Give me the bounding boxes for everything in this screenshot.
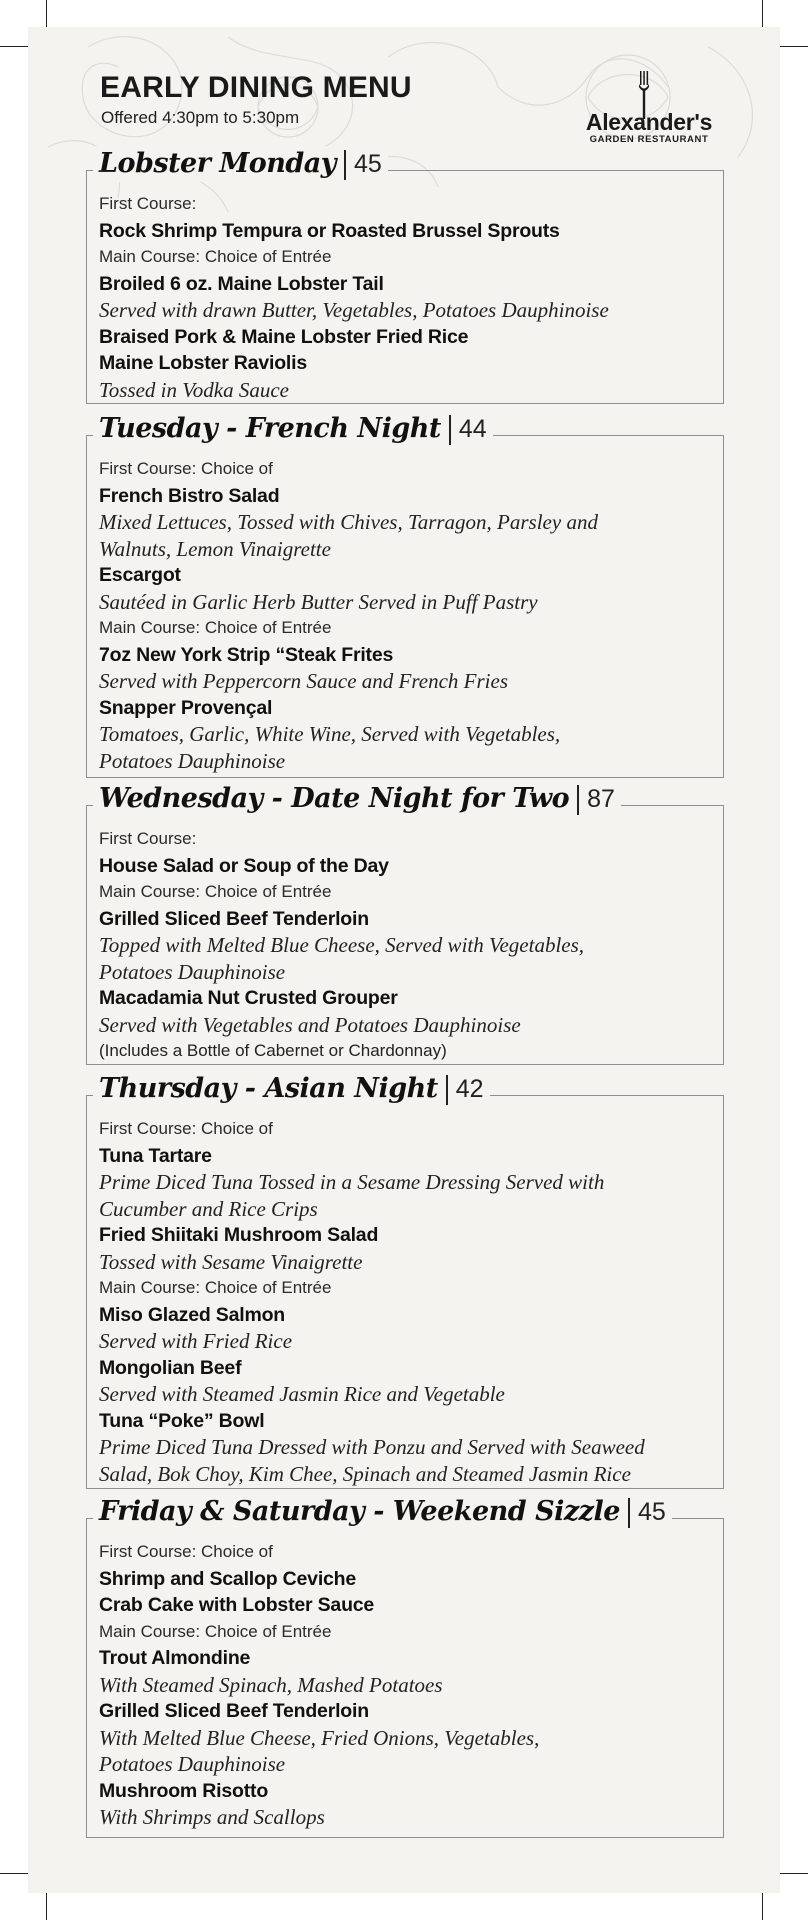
section-title: Friday & Saturday - Weekend Sizzle (99, 1496, 620, 1527)
course-label: Main Course: Choice of Entrée (99, 1278, 332, 1297)
section-price: 87 (587, 785, 615, 813)
dish-name: French Bistro Salad (99, 484, 280, 507)
dish-name: Maine Lobster Raviolis (99, 352, 307, 374)
dish-name: Shrimp and Scallop Ceviche (99, 1567, 357, 1590)
menu-section (86, 148, 724, 404)
dish-description: Served with Fried Rice (99, 1329, 293, 1353)
course-label: First Course: (99, 829, 197, 848)
course-label: Main Course: Choice of Entrée (99, 882, 332, 901)
dish-name: Tuna Tartare (99, 1144, 212, 1167)
dish-description: Salad, Bok Choy, Kim Chee, Spinach and Steamed Jasmin Rice (99, 1461, 631, 1486)
section-price: 45 (353, 150, 382, 178)
dish-description: Potatoes Dauphinoise (99, 1752, 286, 1776)
dish-description: Topped with Melted Blue Cheese, Served with Vegetables, (99, 933, 585, 957)
dish-name: House Salad or Soup of the Day (99, 854, 389, 877)
dish-description: Sautéed in Garlic Herb Butter Served in Puff Pastry (99, 589, 538, 614)
crop-mark (776, 1873, 808, 1874)
dish-name: Mushroom Risotto (99, 1779, 269, 1802)
dish-description: Potatoes Dauphinoise (99, 748, 286, 773)
dish-description: With Shrimps and Scallops (99, 1805, 325, 1829)
divider (446, 1075, 448, 1105)
dish-description: Tossed with Sesame Vinaigrette (99, 1249, 363, 1274)
dish-name: Braised Pork & Maine Lobster Fried Rice (99, 325, 469, 348)
dish-description: Prime Diced Tuna Tossed in a Sesame Dressing Served with (99, 1170, 605, 1194)
dish-name: Trout Almondine (99, 1647, 251, 1669)
menu-title: EARLY DINING MENU (100, 71, 412, 104)
dish-name: Miso Glazed Salmon (99, 1303, 286, 1326)
dish-description: Cucumber and Rice Crips (99, 1196, 318, 1221)
section-heading (93, 1494, 672, 1530)
divider (628, 1498, 630, 1528)
dish-description: With Melted Blue Cheese, Fried Onions, Vegetables, (99, 1725, 540, 1750)
dish-name: Grilled Sliced Beef Tenderloin (99, 907, 369, 930)
menu-section (86, 1496, 724, 1838)
course-label: Main Course: Choice of Entrée (99, 247, 332, 266)
menu-hours: Offered 4:30pm to 5:30pm (101, 108, 300, 127)
course-label: First Course: (99, 194, 197, 213)
dish-description: With Steamed Spinach, Mashed Potatoes (99, 1672, 443, 1697)
dish-name: Fried Shiitaki Mushroom Salad (99, 1224, 379, 1246)
dish-description: Walnuts, Lemon Vinaigrette (99, 536, 331, 561)
section-heading (93, 146, 388, 182)
crop-mark (776, 46, 808, 47)
dish-description: Tomatoes, Garlic, White Wine, Served with Vegetables, (99, 722, 561, 746)
section-price: 42 (455, 1075, 484, 1103)
section-price: 44 (458, 415, 487, 443)
divider (344, 150, 346, 180)
dish-description: Mixed Lettuces, Tossed with Chives, Tarragon, Parsley and (99, 510, 598, 534)
dish-description: Tossed in Vodka Sauce (99, 377, 289, 402)
section-title: Thursday - Asian Night (99, 1073, 438, 1104)
section-heading (93, 411, 493, 447)
dish-description: Served with Vegetables and Potatoes Dauphinoise (99, 1012, 521, 1037)
section-heading (93, 1071, 490, 1107)
divider (449, 415, 451, 445)
dish-name: Escargot (99, 564, 181, 586)
course-label: First Course: Choice of (99, 1542, 273, 1561)
divider (577, 785, 579, 815)
dish-description: Served with Steamed Jasmin Rice and Vegetable (99, 1382, 505, 1406)
section-items (99, 826, 711, 1065)
menu-section (86, 413, 724, 778)
dish-name: Grilled Sliced Beef Tenderloin (99, 1700, 369, 1722)
dish-description: Prime Diced Tuna Dressed with Ponzu and Served with Seaweed (99, 1435, 645, 1459)
course-label: First Course: Choice of (99, 459, 273, 478)
dish-name: Tuna “Poke” Bowl (99, 1409, 265, 1432)
dish-name: Crab Cake with Lobster Sauce (99, 1594, 375, 1616)
dish-name: Mongolian Beef (99, 1356, 242, 1379)
dish-name: 7oz New York Strip “Steak Frites (99, 643, 394, 666)
dish-description: Potatoes Dauphinoise (99, 959, 286, 984)
dish-name: Rock Shrimp Tempura or Roasted Brussel Sprouts (99, 219, 560, 242)
dish-name: Snapper Provençal (99, 696, 273, 719)
menu-note: (Includes a Bottle of Cabernet or Chardonnay) (99, 1041, 447, 1060)
dish-name: Broiled 6 oz. Maine Lobster Tail (99, 272, 384, 295)
section-title: Tuesday - French Night (99, 413, 441, 444)
dish-description: Served with Peppercorn Sauce and French Fries (99, 669, 508, 693)
section-title: Wednesday - Date Night for Two (99, 783, 570, 814)
section-heading (93, 781, 621, 817)
course-label: Main Course: Choice of Entrée (99, 1621, 332, 1641)
section-items (99, 1539, 711, 1831)
section-items (99, 1116, 711, 1487)
section-items (99, 191, 711, 403)
menu-page (28, 27, 780, 1893)
section-items (99, 456, 711, 774)
logo-name: Alexander's (585, 109, 713, 135)
dish-description: Served with drawn Butter, Vegetables, Potatoes Dauphinoise (99, 298, 609, 322)
menu-section (86, 783, 724, 1065)
menu-section (86, 1073, 724, 1489)
logo-tagline: GARDEN RESTAURANT (589, 134, 709, 145)
dish-name: Macadamia Nut Crusted Grouper (99, 987, 398, 1009)
section-price: 45 (637, 1498, 666, 1526)
section-title: Lobster Monday (99, 148, 336, 179)
course-label: Main Course: Choice of Entrée (99, 618, 332, 637)
course-label: First Course: Choice of (99, 1119, 273, 1138)
restaurant-logo (574, 71, 724, 151)
